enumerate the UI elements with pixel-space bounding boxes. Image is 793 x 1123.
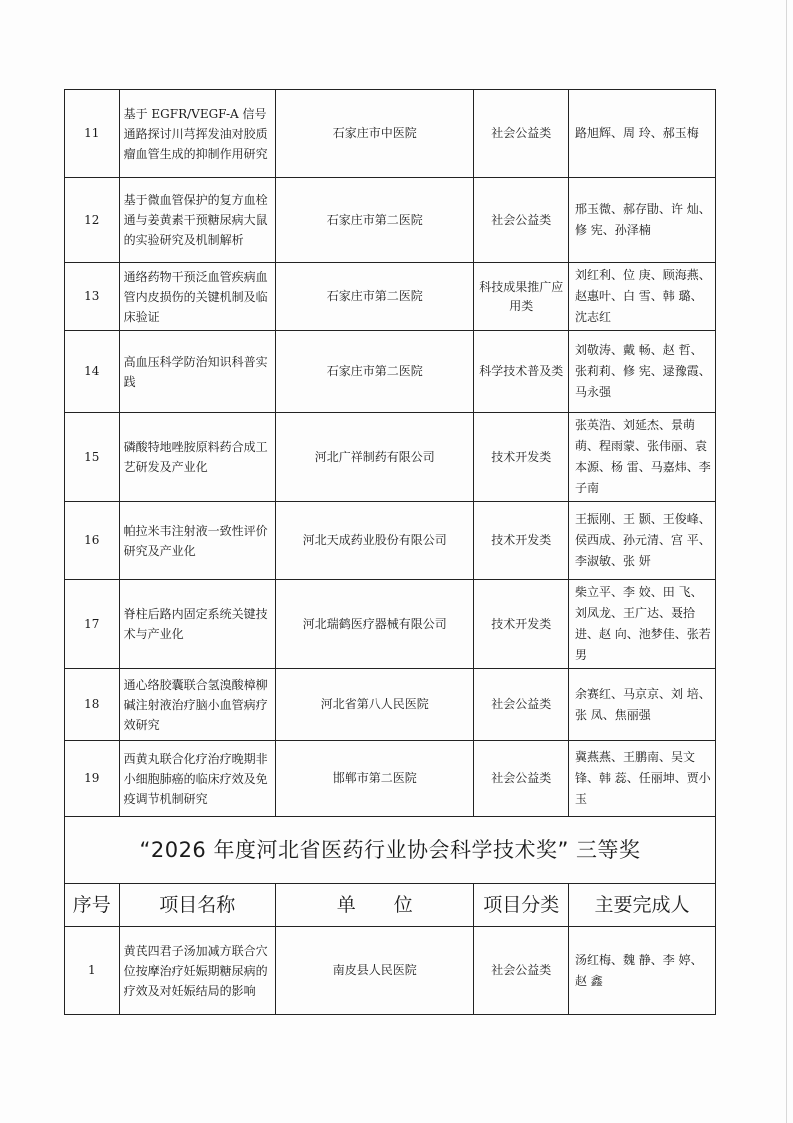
project-name: 基于微血管保护的复方血栓通与姜黄素干预糖尿病大鼠的实验研究及机制解析 — [119, 178, 275, 263]
header-name: 项目名称 — [119, 884, 275, 927]
table-row — [65, 263, 716, 331]
project-name: 磷酸特地唑胺原料药合成工艺研发及产业化 — [119, 413, 275, 502]
completers: 刘敬涛、戴 畅、赵 哲、张莉莉、修 宪、逯豫霞、马永强 — [568, 331, 715, 413]
row-number: 13 — [65, 263, 120, 331]
completers: 余赛红、马京京、刘 培、张 凤、焦丽强 — [568, 669, 715, 741]
project-name: 黄芪四君子汤加减方联合穴位按摩治疗妊娠期糖尿病的疗效及对妊娠结局的影响 — [119, 927, 275, 1015]
project-name: 脊柱后路内固定系统关键技术与产业化 — [119, 580, 275, 669]
completers: 路旭辉、周 玲、郝玉梅 — [568, 90, 715, 178]
row-number: 18 — [65, 669, 120, 741]
project-category: 社会公益类 — [474, 669, 568, 741]
row-number: 16 — [65, 502, 120, 580]
project-name: 西黄丸联合化疗治疗晚期非小细胞肺癌的临床疗效及免疫调节机制研究 — [119, 741, 275, 817]
table-row — [65, 927, 716, 1015]
unit-name: 邯郸市第二医院 — [276, 741, 474, 817]
unit-name: 河北瑞鹤医疗器械有限公司 — [276, 580, 474, 669]
project-name: 高血压科学防治知识科普实践 — [119, 331, 275, 413]
unit-name: 河北省第八人民医院 — [276, 669, 474, 741]
unit-name: 河北广祥制药有限公司 — [276, 413, 474, 502]
table-row — [65, 178, 716, 263]
third-prize-section — [65, 817, 716, 927]
project-category: 科学技术普及类 — [474, 331, 568, 413]
awards-table — [64, 89, 716, 1015]
project-category: 社会公益类 — [474, 741, 568, 817]
table-row — [65, 90, 716, 178]
row-number: 19 — [65, 741, 120, 817]
row-number: 15 — [65, 413, 120, 502]
page-edge-line — [786, 0, 787, 1123]
project-category: 技术开发类 — [474, 580, 568, 669]
project-name: 帕拉米韦注射液一致性评价研究及产业化 — [119, 502, 275, 580]
row-number: 1 — [65, 927, 120, 1015]
unit-name: 南皮县人民医院 — [276, 927, 474, 1015]
completers: 张英浩、刘延杰、景萌萌、程雨蒙、张伟丽、袁本源、杨 雷、马嘉炜、李子南 — [568, 413, 715, 502]
awards-table-top-body — [65, 90, 716, 817]
table-row — [65, 580, 716, 669]
row-number: 12 — [65, 178, 120, 263]
header-unit: 单 位 — [276, 884, 474, 927]
completers: 冀燕燕、王鹏南、吴文锋、韩 蕊、任丽坤、贾小玉 — [568, 741, 715, 817]
completers: 刘红利、位 庚、顾海燕、赵惠叶、白 雪、韩 璐、沈志红 — [568, 263, 715, 331]
row-number: 17 — [65, 580, 120, 669]
project-name: 通心络胶囊联合氢溴酸樟柳碱注射液治疗脑小血管病疗效研究 — [119, 669, 275, 741]
project-category: 技术开发类 — [474, 502, 568, 580]
awards-table-bottom-body — [65, 927, 716, 1015]
row-number: 11 — [65, 90, 120, 178]
project-category: 科技成果推广应用类 — [474, 263, 568, 331]
table-row — [65, 669, 716, 741]
unit-name: 石家庄市第二医院 — [276, 178, 474, 263]
project-category: 社会公益类 — [474, 90, 568, 178]
project-name: 通络药物干预泛血管疾病血管内皮损伤的关键机制及临床验证 — [119, 263, 275, 331]
section-title: “2026 年度河北省医药行业协会科学技术奖” 三等奖 — [65, 817, 716, 884]
unit-name: 石家庄市中医院 — [276, 90, 474, 178]
unit-name: 石家庄市第二医院 — [276, 263, 474, 331]
completers: 王振刚、王 颢、王俊峰、侯西成、孙元清、宫 平、李淑敏、张 妍 — [568, 502, 715, 580]
unit-name: 石家庄市第二医院 — [276, 331, 474, 413]
project-name: 基于 EGFR/VEGF-A 信号通路探讨川芎挥发油对胶质瘤血管生成的抑制作用研究 — [119, 90, 275, 178]
table-row — [65, 502, 716, 580]
table-row — [65, 741, 716, 817]
header-category: 项目分类 — [474, 884, 568, 927]
table-row — [65, 331, 716, 413]
table-row — [65, 413, 716, 502]
header-no: 序号 — [65, 884, 120, 927]
header-people: 主要完成人 — [568, 884, 715, 927]
unit-name: 河北天成药业股份有限公司 — [276, 502, 474, 580]
project-category: 社会公益类 — [474, 178, 568, 263]
completers: 汤红梅、魏 静、李 婷、赵 鑫 — [568, 927, 715, 1015]
project-category: 技术开发类 — [474, 413, 568, 502]
completers: 邢玉微、郝存勖、许 灿、修 宪、孙泽楠 — [568, 178, 715, 263]
row-number: 14 — [65, 331, 120, 413]
project-category: 社会公益类 — [474, 927, 568, 1015]
completers: 柴立平、李 姣、田 飞、刘凤龙、王广达、聂拾进、赵 向、池梦佳、张若男 — [568, 580, 715, 669]
